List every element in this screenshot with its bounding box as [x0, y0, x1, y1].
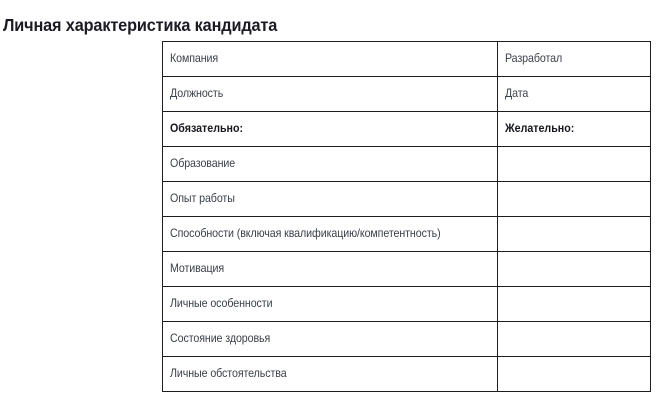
- table-row: [163, 252, 651, 287]
- table-body: [163, 42, 651, 392]
- table-cell-health-left[interactable]: [163, 322, 498, 357]
- page-title: Личная характеристика кандидата: [3, 14, 278, 35]
- table-cell-position-left[interactable]: [163, 77, 498, 112]
- table-cell-personal-circumstances-left[interactable]: [163, 357, 498, 392]
- table-cell-work-experience-right[interactable]: [498, 182, 651, 217]
- table-cell-personal-traits-right[interactable]: [498, 287, 651, 322]
- cell-label: Желательно:: [505, 122, 575, 135]
- cell-label: [505, 332, 632, 346]
- table-row: [163, 357, 651, 392]
- table-cell-education-right[interactable]: [498, 147, 651, 182]
- table-cell-education-left[interactable]: [163, 147, 498, 182]
- table-cell-motivation-left[interactable]: [163, 252, 498, 287]
- table-row: [163, 77, 651, 112]
- cell-label: Компания: [170, 52, 219, 65]
- table-cell-position-right[interactable]: [498, 77, 651, 112]
- cell-label: [505, 227, 632, 241]
- table-row: [163, 287, 651, 322]
- cell-label: Состояние здоровья: [170, 332, 271, 345]
- table-row: [163, 322, 651, 357]
- table-cell-work-experience-left[interactable]: [163, 182, 498, 217]
- table-row: [163, 112, 651, 147]
- table-cell-requirements-header-right[interactable]: [498, 112, 651, 147]
- table-cell-company-left[interactable]: [163, 42, 498, 77]
- cell-label: Личные обстоятельства: [170, 367, 287, 380]
- cell-label: Опыт работы: [170, 192, 235, 205]
- cell-label: [505, 367, 632, 381]
- table-cell-personal-traits-left[interactable]: [163, 287, 498, 322]
- cell-label: Мотивация: [170, 262, 225, 275]
- candidate-profile-table: [162, 41, 651, 392]
- cell-label: [505, 157, 632, 171]
- table-row: [163, 42, 651, 77]
- cell-label: [505, 297, 632, 311]
- table-cell-motivation-right[interactable]: [498, 252, 651, 287]
- table-cell-abilities-left[interactable]: [163, 217, 498, 252]
- table-row: [163, 217, 651, 252]
- table-cell-company-right[interactable]: [498, 42, 651, 77]
- table-row: [163, 147, 651, 182]
- table-cell-health-right[interactable]: [498, 322, 651, 357]
- table-row: [163, 182, 651, 217]
- cell-label: Должность: [170, 87, 224, 100]
- cell-label: Личные особенности: [170, 297, 273, 310]
- table-cell-personal-circumstances-right[interactable]: [498, 357, 651, 392]
- cell-label: Обязательно:: [170, 122, 244, 135]
- cell-label: Образование: [170, 157, 236, 170]
- cell-label: Разработал: [505, 52, 563, 65]
- cell-label: Способности (включая квалификацию/компетентность): [170, 227, 441, 240]
- table-cell-requirements-header-left[interactable]: [163, 112, 498, 147]
- cell-label: Дата: [505, 87, 529, 100]
- table-cell-abilities-right[interactable]: [498, 217, 651, 252]
- cell-label: [505, 192, 632, 206]
- cell-label: [505, 262, 632, 276]
